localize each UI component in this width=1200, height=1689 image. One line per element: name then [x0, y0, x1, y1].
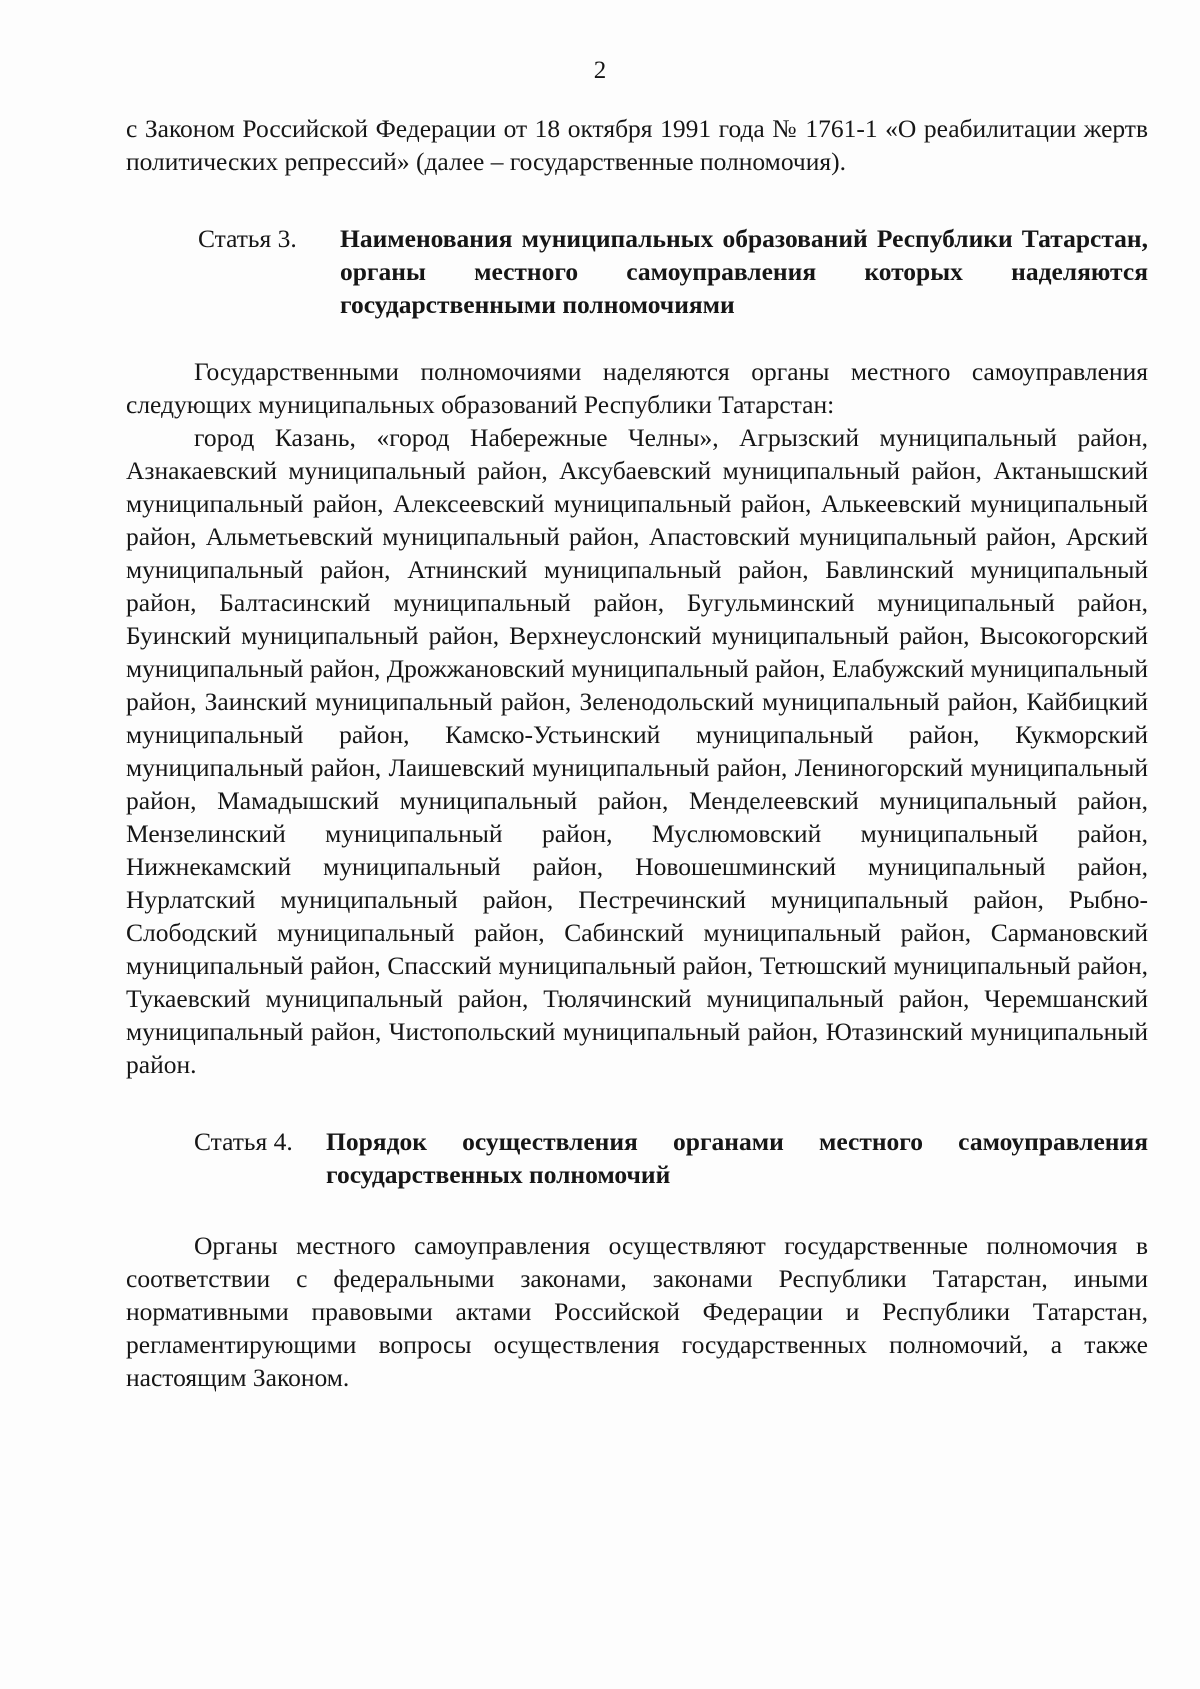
article-3-district-list: город Казань, «город Набережные Челны», Агрызский муниципальный район, Азнакаевский муниципальный район, Аксубаевский муниципальный район, Актанышский муниципальный район, Алексеевский муниципальный район, Алькеевский муниципальный район, Альметьевский муниципальный район, Апастовский муниципальный район, Арский муниципальный район, Атнинский муниципальный район, Бавлинский муниципальный район, Балтасинский муниципальный район, Бугульминский муниципальный район, Буинский муниципальный район, Верхнеуслонский муниципальный район, Высокогорский муниципальный район, Дрожжановский муниципальный район, Елабужский муниципальный район, Заинский муниципальный район, Зеленодольский муниципальный район, Кайбицкий муниципальный район, Камско-Устьинский муниципальный район, Кукморский муниципальный район, Лаишевский муниципальный район, Лениногорский муниципальный район, Мамадышский муниципальный район, Менделеевский муниципальный район, Мензелинский муниципальный район, Муслюмовский муниципальный район, Нижнекамский муниципальный район, Новошешминский муниципальный район, Нурлатский муниципальный район, Пестречинский муниципальный район, Рыбно-Слободский муниципальный район, Сабинский муниципальный район, Сармановский муниципальный район, Спасский муниципальный район, Тетюшский муниципальный район, Тукаевский муниципальный район, Тюлячинский муниципальный район, Черемшанский муниципальный район, Чистопольский муниципальный район, Ютазинский муниципальный район. — [126, 423, 1148, 1079]
article-3-prefix: Статья 3. — [198, 224, 297, 253]
article-3-heading — [126, 222, 1148, 321]
page-number: 2 — [593, 57, 607, 84]
intro-paragraph: с Законом Российской Федерации от 18 октября 1991 года № 1761-1 «О реабилитации жертв политических репрессий» (далее – государственные полномочия). — [126, 114, 1148, 176]
article-3-paragraph: Государственными полномочиями наделяются органы местного самоуправления следующих муниципальных образований Республики Татарстан: — [126, 357, 1148, 419]
article-4-title: Порядок осуществления органами местного самоуправления государственных полномочий — [326, 1127, 1148, 1189]
article-4-prefix: Статья 4. — [194, 1127, 293, 1156]
document-body — [126, 112, 1148, 1394]
article-4-heading — [126, 1125, 1148, 1191]
article-4-paragraph: Органы местного самоуправления осуществляют государственные полномочия в соответствии с федеральными законами, законами Республики Татарстан, иными нормативными правовыми актами Российской Федерации и Республики Татарстан, регламентирующими вопросы осуществления государственных полномочий, а также настоящим Законом. — [126, 1231, 1148, 1392]
article-3-title: Наименования муниципальных образований Республики Татарстан, органы местного самоуправления которых наделяются государственными полномочиями — [340, 224, 1148, 319]
